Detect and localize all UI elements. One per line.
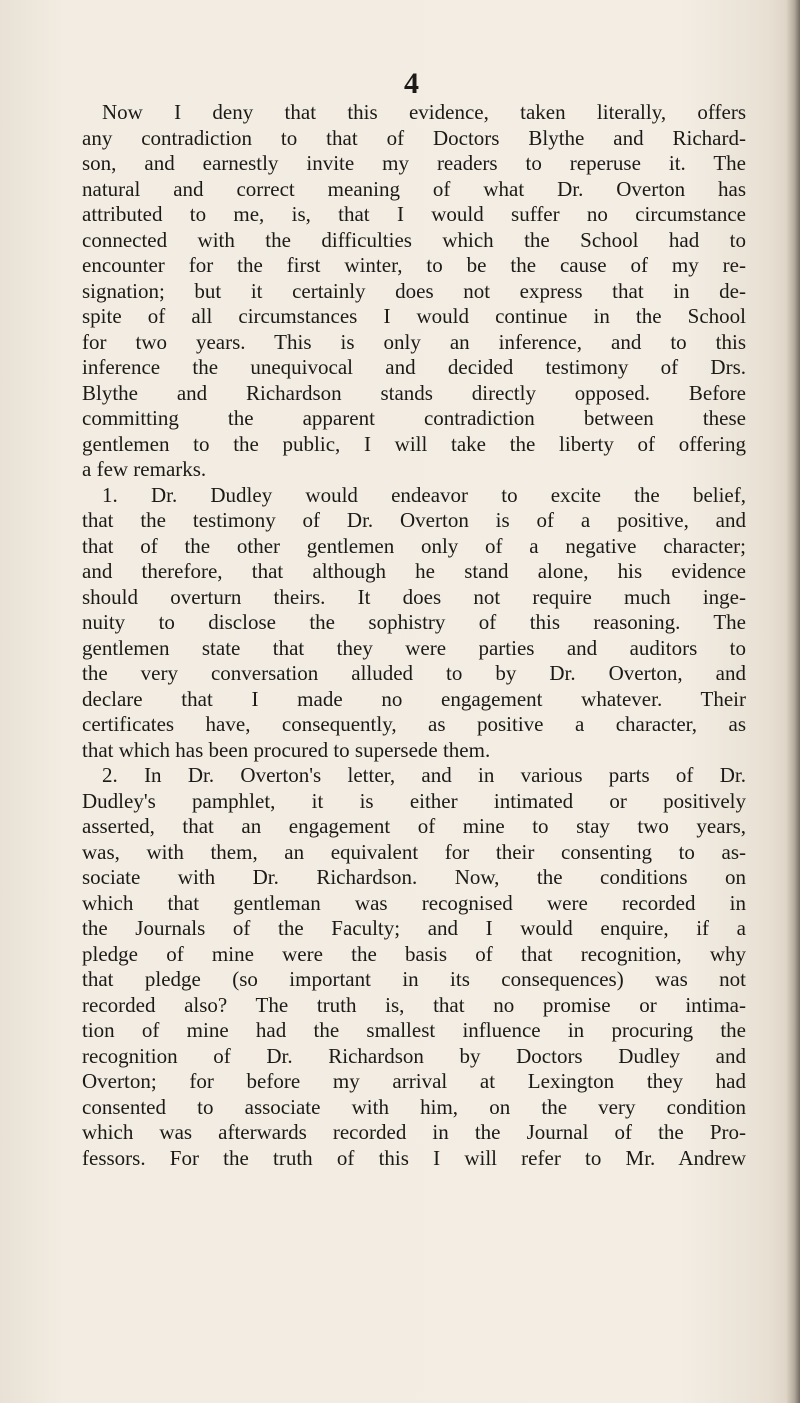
- text-line: should overturn theirs. It does not require much inge-: [82, 584, 746, 609]
- text-line: signation; but it certainly does not express that in de-: [82, 278, 746, 303]
- text-line: fessors. For the truth of this I will refer to Mr. Andrew: [82, 1145, 746, 1170]
- text-line: natural and correct meaning of what Dr. Overton has: [82, 176, 746, 201]
- text-line: for two years. This is only an inference, and to this: [82, 329, 746, 354]
- text-line: the Journals of the Faculty; and I would enquire, if a: [82, 916, 746, 940]
- page-edge-shadow: [786, 0, 800, 1403]
- text-line: the very conversation alluded to by Dr. Overton, and: [82, 661, 746, 685]
- text-line: which was afterwards recorded in the Journal of the Pro-: [82, 1120, 746, 1144]
- text-line: attributed to me, is, that I would suffer no circumstance: [82, 202, 746, 226]
- text-line: 1. Dr. Dudley would endeavor to excite the belief,: [102, 482, 746, 507]
- text-line: recorded also? The truth is, that no promise or intima-: [82, 992, 746, 1017]
- text-line: Now I deny that this evidence, taken literally, offers: [102, 100, 746, 124]
- text-line: Overton; for before my arrival at Lexington they had: [82, 1069, 746, 1093]
- text-line: recognition of Dr. Richardson by Doctors Dudley and: [82, 1043, 746, 1068]
- text-line: nuity to disclose the sophistry of this reasoning. The: [82, 610, 746, 634]
- text-line: committing the apparent contradiction between these: [82, 406, 746, 430]
- text-line: which that gentleman was recognised were recorded in: [82, 890, 746, 915]
- text-line: consented to associate with him, on the very condition: [82, 1094, 746, 1119]
- text-line: inference the unequivocal and decided testimony of Drs.: [82, 355, 746, 379]
- text-line: declare that I made no engagement whatever. Their: [82, 686, 746, 711]
- text-line: and therefore, that although he stand alone, his evidence: [82, 559, 746, 583]
- text-line: asserted, that an engagement of mine to stay two years,: [82, 814, 746, 838]
- text-line: that which has been procured to supersede them.: [82, 737, 491, 762]
- text-line: pledge of mine were the basis of that recognition, why: [82, 941, 746, 966]
- text-line: tion of mine had the smallest influence in procuring the: [82, 1018, 746, 1042]
- text-line: encounter for the first winter, to be the cause of my re-: [82, 253, 746, 277]
- text-line: son, and earnestly invite my readers to reperuse it. The: [82, 151, 746, 175]
- text-line: gentlemen to the public, I will take the liberty of offering: [82, 431, 746, 456]
- text-line: that the testimony of Dr. Overton is of a positive, and: [82, 508, 746, 532]
- text-line: Dudley's pamphlet, it is either intimated or positively: [82, 788, 746, 813]
- text-line: 2. In Dr. Overton's letter, and in various parts of Dr.: [102, 763, 746, 787]
- text-line: Blythe and Richardson stands directly opposed. Before: [82, 380, 746, 405]
- body-text: [82, 100, 746, 1171]
- page-number: 4: [404, 67, 419, 100]
- text-line: any contradiction to that of Doctors Blythe and Richard-: [82, 125, 746, 150]
- text-line: spite of all circumstances I would continue in the School: [82, 304, 746, 328]
- text-line: a few remarks.: [82, 457, 207, 481]
- text-line: connected with the difficulties which the School had to: [82, 227, 746, 252]
- text-line: that pledge (so important in its consequences) was not: [82, 967, 746, 991]
- text-line: sociate with Dr. Richardson. Now, the conditions on: [82, 865, 746, 889]
- text-line: certificates have, consequently, as positive a character, as: [82, 712, 746, 736]
- text-line: was, with them, an equivalent for their consenting to as-: [82, 839, 746, 864]
- text-line: gentlemen state that they were parties and auditors to: [82, 635, 746, 660]
- text-line: that of the other gentlemen only of a negative character;: [82, 533, 746, 558]
